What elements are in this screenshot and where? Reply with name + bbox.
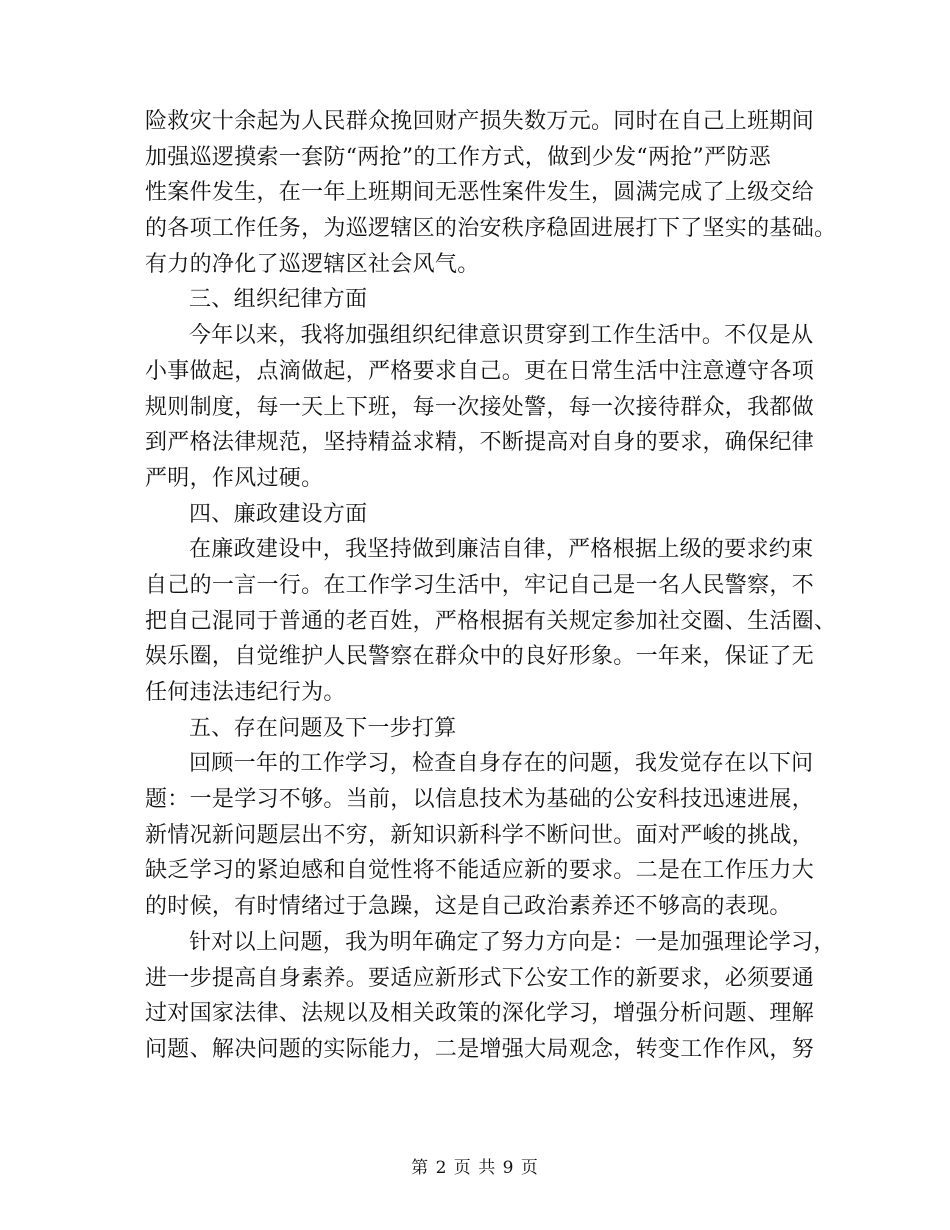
text-line: 缺乏学习的紧迫感和自觉性将不能适应新的要求。二是在工作压力大 — [145, 858, 815, 884]
section-heading: 四、廉政建设方面 — [189, 501, 368, 527]
text-line: 题：一是学习不够。当前，以信息技术为基础的公安科技迅速进展， — [145, 787, 815, 813]
text-line: 今年以来，我将加强组织纪律意识贯穿到工作生活中。不仅是从 — [189, 323, 814, 349]
text-line: 严明，作风过硬。 — [145, 465, 324, 491]
text-line: 针对以上问题，我为明年确定了努力方向是：一是加强理论学习， — [189, 929, 836, 955]
page-number-footer: 第 2 页 共 9 页 — [411, 1158, 539, 1178]
document-body — [145, 104, 837, 1068]
text-line: 险救灾十余起为人民群众挽回财产损失数万元。同时在自己上班期间 — [145, 109, 815, 134]
text-line: 规则制度，每一天上下班，每一次接处警，每一次接待群众，我都做 — [145, 394, 815, 420]
section-heading: 三、组织纪律方面 — [189, 287, 368, 313]
text-line: 在廉政建设中，我坚持做到廉洁自律，严格根据上级的要求约束 — [189, 537, 814, 563]
text-line: 娱乐圈，自觉维护人民警察在群众中的良好形象。一年来，保证了无 — [145, 644, 815, 670]
text-line: 进一步提高自身素养。要适应新形式下公安工作的新要求，必须要通 — [145, 965, 815, 991]
text-line: 过对国家法律、法规以及相关政策的深化学习，增强分析问题、理解 — [145, 1001, 815, 1027]
text-line: 小事做起，点滴做起，严格要求自己。更在日常生活中注意遵守各项 — [145, 358, 815, 384]
text-line: 的时候，有时情绪过于急躁，这是自己政治素养还不够高的表现。 — [145, 894, 792, 920]
text-line: 的各项工作任务，为巡逻辖区的治安秩序稳固进展打下了坚实的基础。 — [145, 216, 837, 242]
text-line: 把自己混同于普通的老百姓，严格根据有关规定参加社交圈、生活圈、 — [145, 608, 837, 634]
text-line: 性案件发生，在一年上班期间无恶性案件发生，圆满完成了上级交给 — [145, 180, 815, 206]
text-line: 任何违法违纪行为。 — [145, 680, 346, 705]
text-line: 新情况新问题层出不穷，新知识新科学不断问世。面对严峻的挑战， — [145, 822, 815, 848]
text-line: 回顾一年的工作学习，检查自身存在的问题，我发觉存在以下问 — [189, 751, 814, 777]
text-line: 自己的一言一行。在工作学习生活中，牢记自己是一名人民警察，不 — [145, 572, 815, 598]
text-line: 加强巡逻摸索一套防“两抢”的工作方式，做到少发“两抢”严防恶 — [145, 144, 771, 170]
text-line: 有力的净化了巡逻辖区社会风气。 — [145, 251, 480, 277]
section-heading: 五、存在问题及下一步打算 — [189, 715, 457, 741]
text-line: 到严格法律规范，坚持精益求精，不断提高对自身的要求，确保纪律 — [145, 430, 815, 456]
text-line: 问题、解决问题的实际能力，二是增强大局观念，转变工作作风，努 — [145, 1036, 815, 1062]
